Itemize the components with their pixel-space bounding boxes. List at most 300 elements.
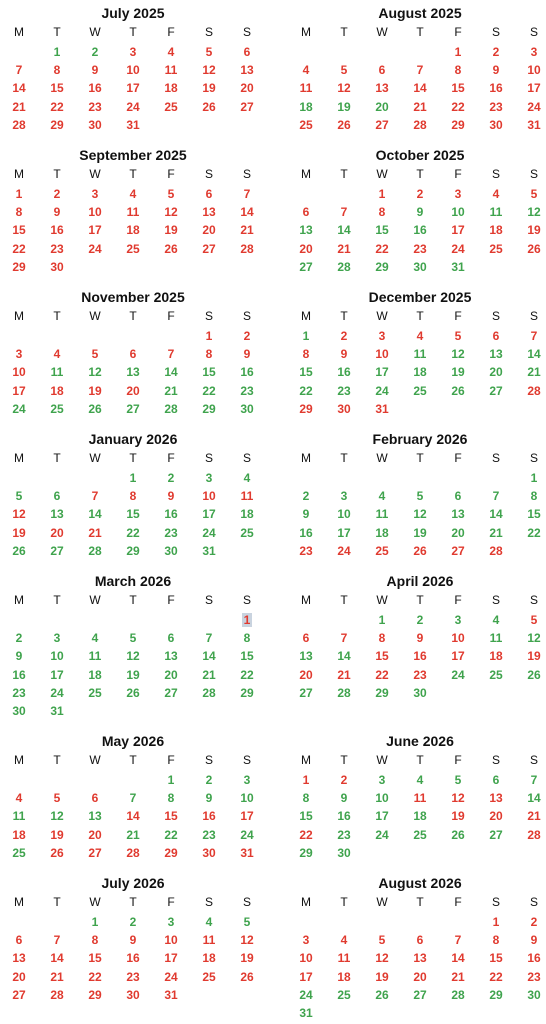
weekday-header: S [529, 167, 538, 181]
weekday-header: S [529, 25, 538, 39]
day-cell: 24 [126, 99, 140, 114]
day-cell: 3 [53, 631, 61, 646]
day-cell: 17 [299, 969, 313, 984]
day-cell: 21 [50, 969, 64, 984]
day-cell: 23 [202, 827, 216, 842]
day-cell: 20 [126, 383, 140, 398]
day-cell: 17 [337, 525, 351, 540]
day-cell: 12 [164, 205, 178, 220]
day-cell: 16 [164, 507, 178, 522]
day-cell: 3 [378, 329, 386, 343]
day-cell: 3 [454, 613, 462, 627]
day-cell: 8 [15, 205, 23, 220]
day-cell: 8 [378, 205, 386, 220]
weekday-header: T [53, 309, 61, 323]
day-cell: 1 [530, 471, 538, 485]
day-cell: 15 [527, 507, 541, 522]
day-cell: 23 [337, 383, 351, 398]
day-cell: 2 [416, 613, 424, 627]
day-cell: 18 [337, 969, 351, 984]
day-cell: 26 [375, 987, 389, 1002]
day-cell: 20 [12, 969, 26, 984]
day-cell: 24 [88, 241, 102, 256]
weekday-header: W [89, 895, 101, 909]
day-cell: 19 [50, 827, 64, 842]
day-cell: 28 [413, 117, 427, 132]
weekday-header: S [242, 167, 251, 181]
weekday-header: T [340, 451, 348, 465]
day-cell: 28 [12, 117, 26, 132]
day-cell: 28 [489, 543, 503, 558]
weekday-header: T [129, 451, 137, 465]
day-cell: 17 [451, 223, 465, 238]
day-cell: 21 [527, 365, 541, 380]
day-cell: 8 [454, 63, 462, 78]
day-cell: 28 [337, 259, 351, 274]
day-cell: 11 [413, 347, 427, 362]
day-cell: 1 [454, 45, 462, 59]
day-cell: 10 [527, 63, 541, 78]
weekday-header: S [204, 167, 213, 181]
day-cell: 21 [126, 827, 140, 842]
day-cell: 18 [12, 827, 26, 842]
day-cell: 26 [451, 383, 465, 398]
day-cell: 16 [202, 809, 216, 824]
day-cell: 8 [129, 489, 137, 504]
day-cell: 19 [451, 809, 465, 824]
day-cell: 1 [378, 187, 386, 201]
day-cell: 17 [202, 507, 216, 522]
weekday-header: W [376, 25, 388, 39]
day-cell: 19 [527, 223, 541, 238]
day-cell: 6 [15, 933, 23, 948]
day-cell: 4 [492, 613, 500, 627]
day-cell: 30 [413, 685, 427, 700]
weekday-header: S [491, 167, 500, 181]
day-cell: 17 [164, 951, 178, 966]
day-cell: 22 [12, 241, 26, 256]
day-cell: 28 [527, 383, 541, 398]
day-cell: 30 [413, 259, 427, 274]
weekday-header: T [129, 309, 137, 323]
day-cell: 7 [91, 489, 99, 504]
weekday-header: F [167, 753, 175, 767]
weekday-header: S [529, 593, 538, 607]
weekday-header: F [454, 309, 462, 323]
day-cell: 1 [53, 45, 61, 59]
weekday-header: S [491, 25, 500, 39]
weekday-header: M [301, 895, 311, 909]
weekday-header: T [340, 25, 348, 39]
day-cell: 30 [50, 259, 64, 274]
day-cell: 28 [202, 685, 216, 700]
weekday-header: T [129, 593, 137, 607]
day-cell: 3 [378, 773, 386, 787]
day-cell: 16 [413, 649, 427, 664]
day-cell: 24 [375, 383, 389, 398]
day-cell: 12 [202, 63, 216, 78]
day-cell: 19 [375, 969, 389, 984]
day-cell: 5 [53, 791, 61, 806]
day-cell: 18 [413, 365, 427, 380]
day-cell: 12 [50, 809, 64, 824]
day-cell: 8 [530, 489, 538, 504]
day-cell: 11 [126, 205, 140, 220]
weekday-header: F [167, 451, 175, 465]
day-cell: 13 [489, 791, 503, 806]
day-cell: 25 [299, 117, 313, 132]
month-title: October 2025 [375, 147, 465, 163]
day-cell: 29 [164, 845, 178, 860]
day-cell: 28 [337, 685, 351, 700]
weekday-header: F [167, 309, 175, 323]
day-cell: 22 [375, 667, 389, 682]
day-cell: 18 [202, 951, 216, 966]
weekday-header: F [454, 753, 462, 767]
weekday-header: M [14, 309, 24, 323]
weekday-header: W [376, 753, 388, 767]
day-cell: 6 [205, 187, 213, 201]
day-cell: 26 [413, 543, 427, 558]
day-cell: 18 [88, 667, 102, 682]
day-cell: 19 [126, 667, 140, 682]
weekday-header: S [242, 25, 251, 39]
day-cell: 10 [126, 63, 140, 78]
day-cell: 20 [88, 827, 102, 842]
day-cell: 29 [88, 987, 102, 1002]
weekday-header: S [529, 753, 538, 767]
day-cell: 30 [164, 543, 178, 558]
day-cell: 3 [167, 915, 175, 929]
day-cell: 28 [164, 401, 178, 416]
day-cell: 18 [126, 223, 140, 238]
day-cell: 29 [451, 117, 465, 132]
day-cell: 7 [243, 187, 251, 201]
day-cell: 25 [489, 667, 503, 682]
weekday-header: S [529, 895, 538, 909]
day-cell: 3 [205, 471, 213, 485]
day-cell: 15 [299, 809, 313, 824]
day-cell: 5 [91, 347, 99, 362]
day-cell: 28 [240, 241, 254, 256]
day-cell: 29 [12, 259, 26, 274]
day-cell: 27 [202, 241, 216, 256]
day-cell: 25 [240, 525, 254, 540]
day-cell: 20 [299, 667, 313, 682]
day-cell: 16 [126, 951, 140, 966]
month-title: April 2026 [386, 573, 454, 589]
day-cell: 16 [413, 223, 427, 238]
day-cell: 1 [378, 613, 386, 627]
day-cell: 3 [302, 933, 310, 948]
day-cell: 18 [164, 81, 178, 96]
day-cell: 4 [129, 187, 137, 201]
day-cell: 19 [164, 223, 178, 238]
day-cell: 12 [451, 347, 465, 362]
weekday-header: T [416, 593, 424, 607]
day-cell: 9 [129, 933, 137, 948]
day-cell: 18 [489, 649, 503, 664]
day-cell: 31 [240, 845, 254, 860]
day-cell: 23 [413, 241, 427, 256]
day-cell: 19 [337, 99, 351, 114]
day-cell: 24 [164, 969, 178, 984]
month-title: July 2025 [101, 5, 165, 21]
weekday-header: T [129, 753, 137, 767]
day-cell: 13 [126, 365, 140, 380]
day-cell: 25 [88, 685, 102, 700]
day-cell: 10 [240, 791, 254, 806]
day-cell: 22 [375, 241, 389, 256]
day-cell: 25 [164, 99, 178, 114]
weekday-header: F [167, 167, 175, 181]
day-cell: 28 [527, 827, 541, 842]
day-cell: 12 [88, 365, 102, 380]
weekday-header: T [340, 753, 348, 767]
day-cell: 18 [50, 383, 64, 398]
day-cell: 27 [375, 117, 389, 132]
day-cell: 8 [378, 631, 386, 646]
day-cell: 14 [337, 649, 351, 664]
day-cell: 7 [530, 329, 538, 343]
weekday-header: S [529, 451, 538, 465]
weekday-header: S [242, 451, 251, 465]
day-cell: 2 [167, 471, 175, 485]
day-cell: 14 [527, 347, 541, 362]
weekday-header: M [14, 753, 24, 767]
weekday-header: T [53, 451, 61, 465]
day-cell: 15 [50, 81, 64, 96]
day-cell: 30 [240, 401, 254, 416]
day-cell: 9 [205, 791, 213, 806]
day-cell: 19 [451, 365, 465, 380]
day-cell: 8 [205, 347, 213, 362]
weekday-header: M [301, 753, 311, 767]
day-cell: 1 [243, 613, 251, 627]
day-cell: 26 [88, 401, 102, 416]
day-cell: 18 [375, 525, 389, 540]
day-cell: 19 [202, 81, 216, 96]
day-cell: 6 [454, 489, 462, 504]
day-cell: 23 [527, 969, 541, 984]
day-cell: 22 [50, 99, 64, 114]
weekday-header: T [416, 25, 424, 39]
day-cell: 27 [126, 401, 140, 416]
day-cell: 10 [451, 205, 465, 220]
day-cell: 30 [337, 401, 351, 416]
weekday-header: M [14, 895, 24, 909]
day-cell: 16 [240, 365, 254, 380]
day-cell: 8 [492, 933, 500, 948]
day-cell: 16 [299, 525, 313, 540]
weekday-header: W [89, 593, 101, 607]
day-cell: 23 [88, 99, 102, 114]
day-cell: 28 [50, 987, 64, 1002]
weekday-header: T [416, 451, 424, 465]
month-title: February 2026 [372, 431, 468, 447]
day-cell: 10 [164, 933, 178, 948]
weekday-header: W [89, 309, 101, 323]
day-cell: 7 [15, 63, 23, 78]
day-cell: 4 [91, 631, 99, 646]
month-title: May 2026 [101, 733, 165, 749]
day-cell: 4 [15, 791, 23, 806]
day-cell: 22 [299, 827, 313, 842]
day-cell: 13 [375, 81, 389, 96]
month-title: August 2026 [378, 875, 462, 891]
day-cell: 23 [12, 685, 26, 700]
day-cell: 1 [167, 773, 175, 787]
day-cell: 11 [240, 489, 254, 504]
weekday-header: W [89, 753, 101, 767]
weekday-header: S [491, 309, 500, 323]
day-cell: 8 [167, 791, 175, 806]
day-cell: 2 [530, 915, 538, 929]
day-cell: 8 [243, 631, 251, 646]
day-cell: 12 [527, 205, 541, 220]
day-cell: 15 [375, 649, 389, 664]
day-cell: 13 [451, 507, 465, 522]
day-cell: 9 [492, 63, 500, 78]
day-cell: 7 [492, 489, 500, 504]
day-cell: 16 [337, 809, 351, 824]
weekday-header: W [89, 167, 101, 181]
day-cell: 21 [451, 969, 465, 984]
weekday-header: S [242, 593, 251, 607]
day-cell: 7 [53, 933, 61, 948]
day-cell: 9 [416, 205, 424, 220]
weekday-header: W [376, 895, 388, 909]
day-cell: 27 [299, 685, 313, 700]
weekday-header: M [301, 167, 311, 181]
weekday-header: M [301, 309, 311, 323]
day-cell: 24 [50, 685, 64, 700]
day-cell: 29 [375, 259, 389, 274]
month-title: January 2026 [88, 431, 178, 447]
day-cell: 3 [530, 45, 538, 59]
day-cell: 20 [240, 81, 254, 96]
weekday-header: S [204, 593, 213, 607]
day-cell: 18 [413, 809, 427, 824]
day-cell: 25 [413, 383, 427, 398]
day-cell: 3 [340, 489, 348, 504]
day-cell: 19 [88, 383, 102, 398]
weekday-header: S [204, 753, 213, 767]
weekday-header: S [491, 895, 500, 909]
day-cell: 27 [489, 383, 503, 398]
day-cell: 20 [164, 667, 178, 682]
weekday-header: F [454, 25, 462, 39]
weekday-header: F [167, 593, 175, 607]
day-cell: 18 [240, 507, 254, 522]
day-cell: 25 [12, 845, 26, 860]
day-cell: 5 [416, 489, 424, 504]
day-cell: 4 [302, 63, 310, 78]
day-cell: 6 [492, 773, 500, 787]
day-cell: 4 [340, 933, 348, 948]
day-cell: 27 [12, 987, 26, 1002]
day-cell: 6 [302, 205, 310, 220]
day-cell: 9 [340, 347, 348, 362]
day-cell: 23 [50, 241, 64, 256]
day-cell: 15 [88, 951, 102, 966]
weekday-header: T [340, 309, 348, 323]
day-cell: 14 [50, 951, 64, 966]
day-cell: 8 [302, 791, 310, 806]
day-cell: 22 [88, 969, 102, 984]
day-cell: 6 [53, 489, 61, 504]
weekday-header: F [167, 895, 175, 909]
weekday-header: M [301, 451, 311, 465]
day-cell: 17 [12, 383, 26, 398]
day-cell: 2 [492, 45, 500, 59]
day-cell: 30 [489, 117, 503, 132]
day-cell: 11 [489, 205, 503, 220]
day-cell: 15 [164, 809, 178, 824]
day-cell: 9 [53, 205, 61, 220]
weekday-header: S [242, 309, 251, 323]
month-title: March 2026 [94, 573, 172, 589]
weekday-header: T [53, 25, 61, 39]
day-cell: 29 [299, 401, 313, 416]
day-cell: 22 [451, 99, 465, 114]
day-cell: 22 [202, 383, 216, 398]
day-cell: 24 [337, 543, 351, 558]
day-cell: 23 [489, 99, 503, 114]
day-cell: 26 [12, 543, 26, 558]
day-cell: 17 [240, 809, 254, 824]
weekday-header: T [340, 167, 348, 181]
day-cell: 27 [50, 543, 64, 558]
day-cell: 9 [340, 791, 348, 806]
day-cell: 17 [375, 809, 389, 824]
weekday-header: T [416, 895, 424, 909]
weekday-header: W [89, 25, 101, 39]
day-cell: 31 [451, 259, 465, 274]
weekday-header: T [129, 167, 137, 181]
month-title: August 2025 [378, 5, 462, 21]
day-cell: 13 [413, 951, 427, 966]
day-cell: 1 [302, 773, 310, 787]
day-cell: 16 [50, 223, 64, 238]
weekday-header: S [204, 895, 213, 909]
day-cell: 3 [243, 773, 251, 787]
day-cell: 2 [340, 773, 348, 787]
day-cell: 17 [88, 223, 102, 238]
day-cell: 21 [527, 809, 541, 824]
day-cell: 10 [375, 347, 389, 362]
weekday-header: T [416, 309, 424, 323]
weekday-header: M [14, 167, 24, 181]
day-cell: 8 [91, 933, 99, 948]
weekday-header: S [204, 451, 213, 465]
day-cell: 29 [202, 401, 216, 416]
weekday-header: F [454, 593, 462, 607]
day-cell: 30 [12, 704, 26, 718]
day-cell: 16 [88, 81, 102, 96]
day-cell: 5 [167, 187, 175, 201]
day-cell: 28 [88, 543, 102, 558]
day-cell: 13 [299, 649, 313, 664]
day-cell: 10 [202, 489, 216, 504]
weekday-header: S [491, 753, 500, 767]
day-cell: 25 [50, 401, 64, 416]
day-cell: 1 [302, 329, 310, 343]
day-cell: 20 [202, 223, 216, 238]
day-cell: 23 [126, 969, 140, 984]
weekday-header: W [376, 167, 388, 181]
day-cell: 24 [202, 525, 216, 540]
